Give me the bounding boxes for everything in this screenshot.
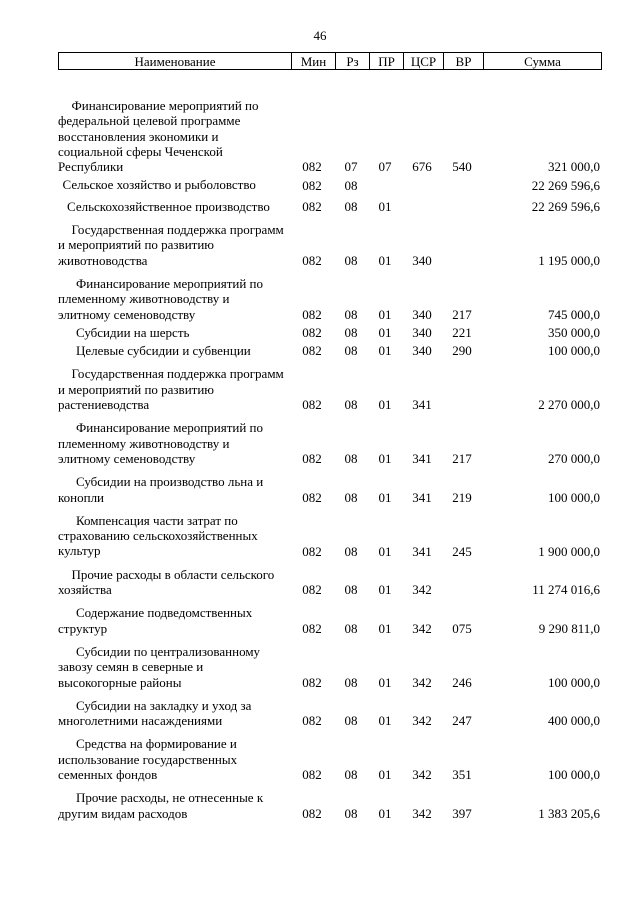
table-row: [58, 98, 600, 174]
row-csr: 340: [412, 325, 432, 341]
row-pr: 01: [378, 713, 392, 729]
table-row: [58, 222, 600, 268]
row-name: Субсидии по централизованному завозу семян в северные и высокогорные районы: [58, 643, 261, 690]
table-row: [58, 177, 600, 192]
row-min: 082: [302, 177, 322, 193]
row-rz: 08: [344, 252, 358, 268]
row-csr: 342: [412, 582, 432, 598]
row-vr: 290: [452, 343, 472, 359]
row-sum: 100 000,0: [548, 674, 600, 690]
header-vr: ВР: [443, 53, 483, 69]
row-sum: 22 269 596,6: [531, 177, 600, 193]
table-row: [58, 366, 600, 412]
row-min: 082: [302, 805, 322, 821]
row-min: 082: [302, 713, 322, 729]
row-pr: 07: [378, 159, 392, 175]
row-vr: 217: [452, 451, 472, 467]
row-csr: 342: [412, 674, 432, 690]
row-rz: 08: [344, 713, 358, 729]
row-rz: 08: [344, 199, 358, 215]
row-name: Финансирование мероприятий по племенному животноводству и элитному семеноводству: [58, 420, 264, 466]
row-csr: 341: [412, 451, 432, 467]
row-csr: 340: [412, 252, 432, 268]
table-row: [58, 644, 600, 690]
row-vr: 217: [452, 306, 472, 322]
row-csr: 341: [412, 397, 432, 413]
row-pr: 01: [378, 199, 392, 215]
row-sum: 270 000,0: [548, 451, 600, 467]
row-sum: 2 270 000,0: [538, 397, 600, 413]
row-csr: 341: [412, 489, 432, 505]
row-rz: 07: [344, 159, 358, 175]
header-rz: Рз: [335, 53, 369, 69]
table-row: [58, 276, 600, 322]
row-min: 082: [302, 252, 322, 268]
row-rz: 08: [344, 306, 358, 322]
row-vr: 246: [452, 674, 472, 690]
row-vr: 397: [452, 805, 472, 821]
row-name: Целевые субсидии и субвенции: [76, 343, 251, 359]
table-row: [58, 698, 600, 729]
row-rz: 08: [344, 805, 358, 821]
table-row: [58, 420, 600, 466]
row-rz: 08: [344, 343, 358, 359]
row-pr: 01: [378, 620, 392, 636]
header-name: Наименование: [134, 54, 216, 69]
row-name: Субсидии на закладку и уход за многолетними насаждениями: [58, 697, 252, 729]
row-sum: 400 000,0: [548, 713, 600, 729]
row-sum: 321 000,0: [548, 159, 600, 175]
row-vr: 219: [452, 489, 472, 505]
row-rz: 08: [344, 582, 358, 598]
row-min: 082: [302, 451, 322, 467]
row-min: 082: [302, 397, 322, 413]
row-sum: 100 000,0: [548, 343, 600, 359]
row-min: 082: [302, 343, 322, 359]
row-pr: 01: [378, 451, 392, 467]
row-name: Сельское хозяйство и рыболовство: [62, 177, 256, 193]
page-number: 46: [313, 28, 327, 43]
row-csr: 342: [412, 767, 432, 783]
row-vr: 221: [452, 325, 472, 341]
row-name: Государственная поддержка программ и мероприятий по развитию растениеводства: [58, 366, 284, 413]
header-min: Мин: [291, 53, 335, 69]
row-rz: 08: [344, 325, 358, 341]
row-pr: 01: [378, 543, 392, 559]
row-csr: 341: [412, 543, 432, 559]
row-min: 082: [302, 620, 322, 636]
row-rz: 08: [344, 674, 358, 690]
table-row: [58, 199, 600, 214]
row-vr: 247: [452, 713, 472, 729]
row-rz: 08: [344, 620, 358, 636]
row-pr: 01: [378, 325, 392, 341]
row-sum: 350 000,0: [548, 325, 600, 341]
table-row: [58, 513, 600, 559]
row-csr: 340: [412, 306, 432, 322]
row-name: Прочие расходы в области сельского хозяйства: [58, 566, 275, 598]
row-vr: 075: [452, 620, 472, 636]
row-rz: 08: [344, 489, 358, 505]
row-min: 082: [302, 159, 322, 175]
row-pr: 01: [378, 252, 392, 268]
row-rz: 08: [344, 543, 358, 559]
table-row: [58, 790, 600, 821]
row-min: 082: [302, 543, 322, 559]
row-pr: 01: [378, 397, 392, 413]
row-rz: 08: [344, 451, 358, 467]
row-csr: 342: [412, 805, 432, 821]
row-sum: 22 269 596,6: [531, 199, 600, 215]
row-name: Средства на формирование и использование государственных семенных фондов: [58, 736, 238, 782]
row-pr: 01: [378, 306, 392, 322]
table-row: [58, 474, 600, 505]
row-sum: 9 290 811,0: [538, 620, 600, 636]
table-row: [58, 567, 600, 598]
row-pr: 01: [378, 805, 392, 821]
row-csr: 342: [412, 713, 432, 729]
row-pr: 01: [378, 343, 392, 359]
row-pr: 01: [378, 489, 392, 505]
row-min: 082: [302, 325, 322, 341]
row-sum: 11 274 016,6: [532, 582, 600, 598]
row-sum: 1 383 205,6: [538, 805, 600, 821]
row-vr: 245: [452, 543, 472, 559]
table-row: [58, 325, 600, 340]
row-vr: 351: [452, 767, 472, 783]
row-name: Компенсация части затрат по страхованию сельскохозяйственных культур: [58, 512, 258, 559]
row-sum: 100 000,0: [548, 489, 600, 505]
row-name: Финансирование мероприятий по племенному животноводству и элитному семеноводству: [58, 275, 264, 322]
row-name: Субсидии на шерсть: [76, 324, 190, 340]
row-sum: 100 000,0: [548, 767, 600, 783]
row-vr: 540: [452, 159, 472, 175]
header-csr: ЦСР: [403, 53, 443, 69]
row-pr: 01: [378, 767, 392, 783]
row-name: Сельскохозяйственное производство: [67, 198, 270, 214]
row-min: 082: [302, 199, 322, 215]
row-rz: 08: [344, 397, 358, 413]
row-csr: 340: [412, 343, 432, 359]
row-min: 082: [302, 582, 322, 598]
row-name: Финансирование мероприятий по федеральной целевой программе восстановления экономики и социальной сферы Чеченской Республики: [58, 98, 259, 175]
row-csr: 342: [412, 620, 432, 636]
row-name: Прочие расходы, не отнесенные к другим видам расходов: [58, 790, 264, 821]
row-sum: 1 195 000,0: [538, 252, 600, 268]
row-min: 082: [302, 306, 322, 322]
row-name: Субсидии на производство льна и конопли: [58, 474, 264, 505]
row-name: Государственная поддержка программ и мероприятий по развитию животноводства: [58, 222, 284, 268]
table-body: [58, 98, 600, 824]
row-min: 082: [302, 489, 322, 505]
row-pr: 01: [378, 582, 392, 598]
header-sum: Сумма: [483, 53, 601, 69]
row-name: Содержание подведомственных структур: [58, 605, 253, 636]
table-row: [58, 605, 600, 636]
row-min: 082: [302, 767, 322, 783]
table-row: [58, 736, 600, 782]
table-row: [58, 343, 600, 358]
header-pr: ПР: [369, 53, 403, 69]
row-csr: 676: [412, 159, 432, 175]
table-header: [58, 52, 602, 70]
row-rz: 08: [344, 767, 358, 783]
row-min: 082: [302, 674, 322, 690]
row-sum: 1 900 000,0: [538, 543, 600, 559]
row-rz: 08: [344, 177, 358, 193]
row-sum: 745 000,0: [548, 306, 600, 322]
row-pr: 01: [378, 674, 392, 690]
